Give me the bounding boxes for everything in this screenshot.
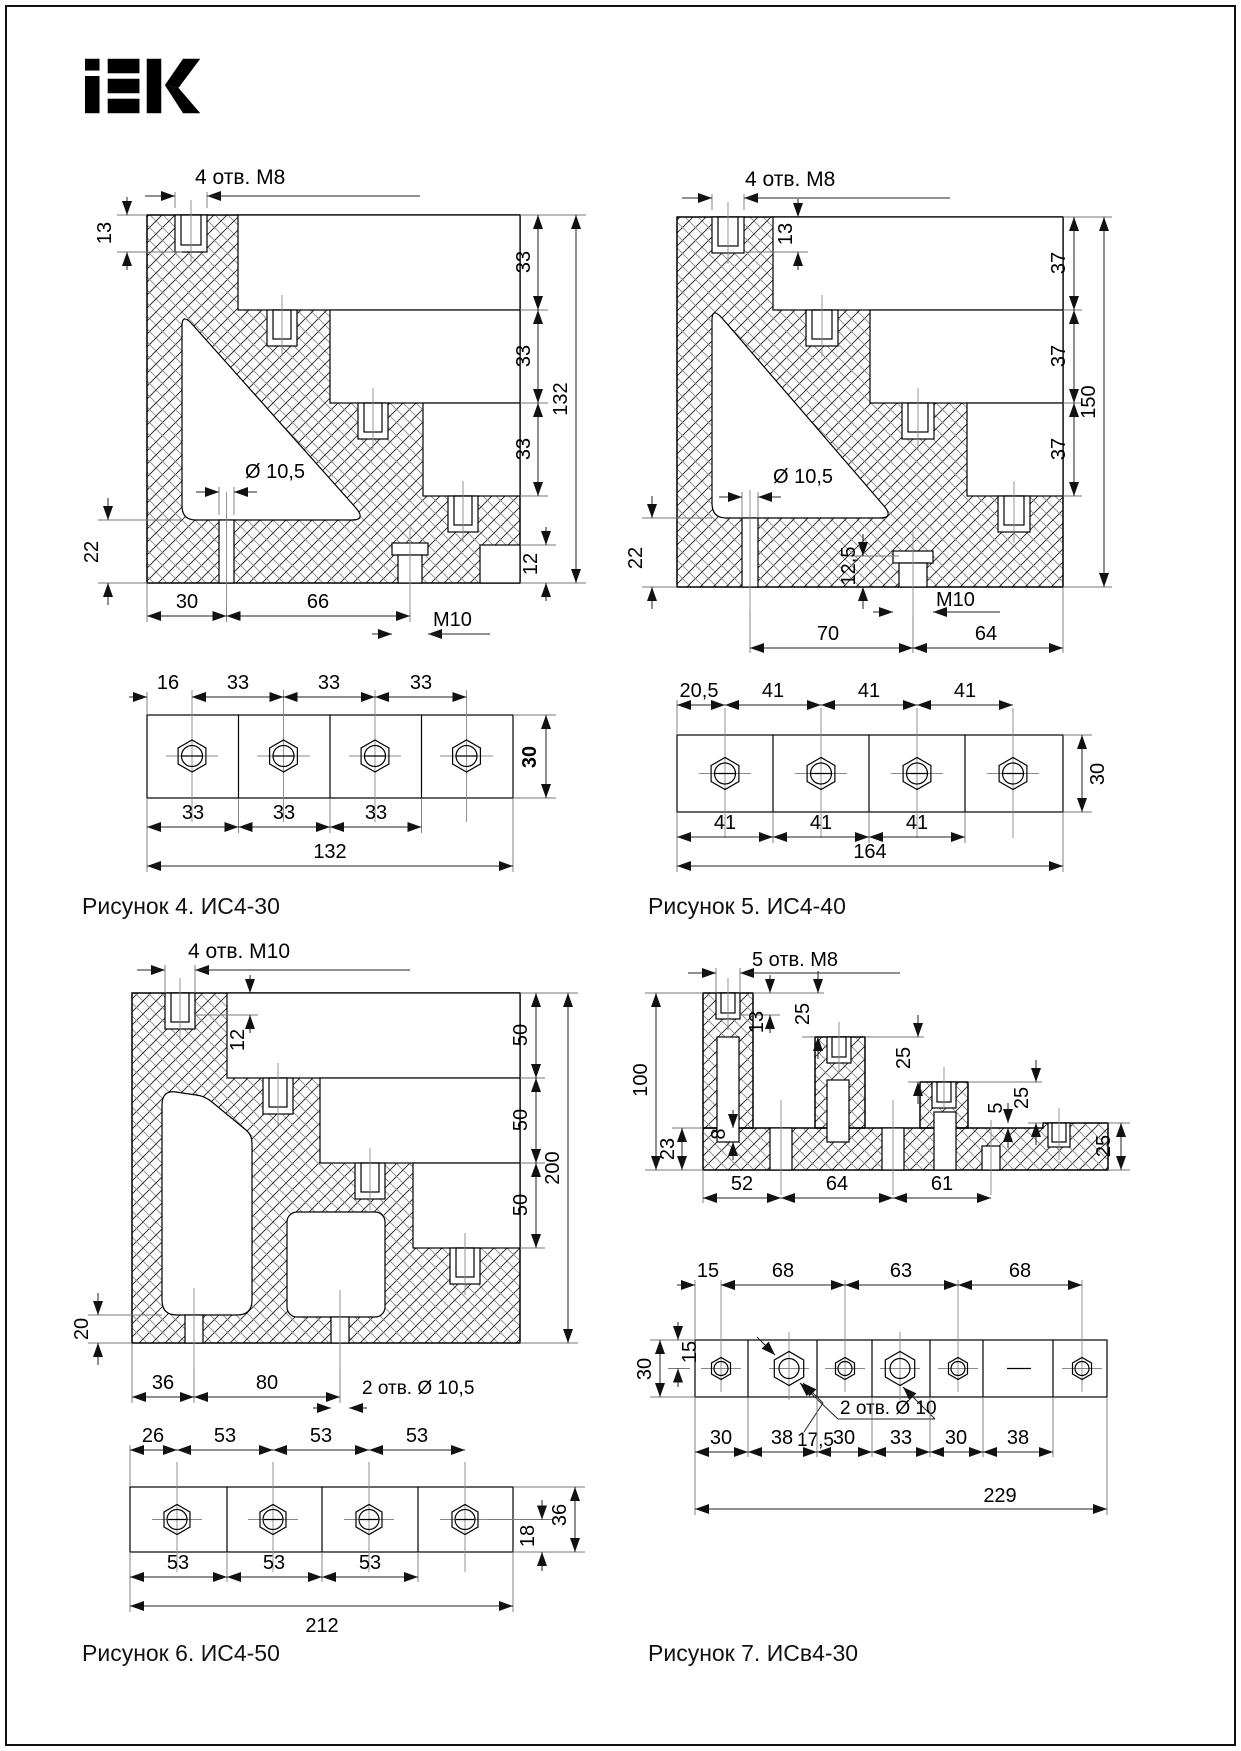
dim-label: 4 отв. М8 [195, 166, 286, 189]
step-face [413, 1163, 520, 1248]
dim-label: 33 [513, 250, 535, 274]
dim-label: 53 [358, 1552, 382, 1574]
fig6-side-view [71, 940, 578, 1408]
dim-label: 52 [730, 1173, 754, 1195]
dim-label: 61 [930, 1173, 954, 1195]
dim-label: 33 [181, 802, 205, 824]
dim-label: 33 [226, 672, 250, 694]
fig4-side-view [81, 166, 586, 634]
dim-label: 13 [746, 1010, 768, 1034]
dim-label: 33 [513, 437, 535, 461]
dim-label: 15 [679, 1340, 701, 1364]
dim-label: M10 [433, 609, 472, 631]
dim-label: 41 [713, 812, 737, 834]
dim-label: 25 [792, 1002, 814, 1026]
dim-label: 15 [696, 1260, 720, 1282]
dim-label: 26 [141, 1425, 165, 1447]
figure5-caption: Рисунок 5. ИС4-40 [648, 893, 846, 919]
step-face [480, 545, 520, 583]
figure4-drawing [60, 150, 600, 890]
logo-e-mid [108, 79, 140, 94]
dim-label: 50 [510, 1023, 532, 1047]
dim-label: 12 [520, 552, 542, 576]
hatched-base [703, 1123, 1108, 1170]
fig7-side-view [630, 949, 1130, 1203]
dim-label: 33 [889, 1427, 913, 1449]
tower-slot [717, 1037, 739, 1142]
dim-label: 18 [517, 1524, 539, 1548]
dim-label: 68 [1008, 1260, 1032, 1282]
dim-label: 25 [893, 1046, 915, 1070]
dim-label: 36 [151, 1372, 175, 1394]
figure6-caption: Рисунок 6. ИС4-50 [82, 1640, 280, 1666]
dim-label: 33 [513, 344, 535, 368]
step-face [870, 310, 1063, 403]
dim-label: 30 [634, 1357, 656, 1381]
dim-label: 212 [305, 1615, 339, 1637]
dim-label: 37 [1048, 437, 1070, 461]
figure6-drawing [60, 940, 620, 1640]
dim-label: 22 [81, 540, 103, 564]
logo-k-lower-arm [165, 85, 200, 113]
dim-label: 41 [857, 680, 881, 702]
step-face [773, 217, 1063, 310]
dim-label: 150 [1078, 385, 1100, 419]
dim-label: 200 [542, 1151, 564, 1185]
dim-label: 41 [809, 812, 833, 834]
dim-label: 70 [816, 623, 840, 645]
step-face [330, 310, 520, 403]
dim-label: 64 [825, 1173, 849, 1195]
dim-label: 53 [309, 1425, 333, 1447]
dim-label: 66 [306, 591, 330, 613]
dim-label: 132 [313, 841, 347, 863]
dim-label: 30 [709, 1427, 733, 1449]
logo-i-bar [85, 76, 100, 113]
dim-label: 8 [708, 1128, 730, 1140]
fig6-plan-view [130, 1425, 585, 1637]
dim-label: 30 [944, 1427, 968, 1449]
dim-label: 63 [889, 1260, 913, 1282]
dim-label: Ø 10,5 [773, 466, 834, 488]
dim-label: 20,5 [679, 680, 719, 702]
logo-k-upper-arm [165, 59, 200, 88]
dim-label: 20 [71, 1317, 93, 1341]
dim-label: 229 [983, 1485, 1017, 1507]
tower-slot [827, 1080, 849, 1142]
cavity [162, 1092, 252, 1315]
dim-label: M10 [936, 589, 975, 611]
dim-label: 100 [630, 1063, 652, 1097]
dim-label: 13 [94, 221, 116, 245]
tower-slot [934, 1112, 956, 1170]
dim-label: 12,5 [838, 546, 860, 586]
dim-label: 37 [1048, 344, 1070, 368]
dim-label: 41 [905, 812, 929, 834]
dim-label: 37 [1048, 251, 1070, 275]
dim-label: 50 [510, 1193, 532, 1217]
dim-label: 17,5 [797, 1430, 834, 1451]
dim-label: 4 отв. М10 [188, 940, 291, 963]
dim-label: 30 [832, 1427, 856, 1449]
dim-label: 53 [405, 1425, 429, 1447]
dim-label: 33 [364, 802, 388, 824]
dim-label: 2 отв. Ø 10 [840, 1398, 937, 1419]
step-face [238, 215, 520, 310]
dim-label: Ø 10,5 [245, 461, 306, 483]
step-face [423, 403, 520, 496]
dim-label: 25 [1093, 1134, 1115, 1158]
cavity [287, 1212, 385, 1317]
figure5-drawing [600, 150, 1210, 890]
dim-label: 38 [770, 1427, 794, 1449]
dim-label: 33 [317, 672, 341, 694]
dim-label: 13 [775, 222, 797, 246]
dim-label: 53 [262, 1552, 286, 1574]
dim-label: 16 [156, 672, 180, 694]
fig7-plan-view [634, 1260, 1107, 1515]
fig5-side-view [625, 168, 1112, 653]
dim-label: 68 [771, 1260, 795, 1282]
figure4-caption: Рисунок 4. ИС4-30 [82, 893, 280, 919]
dim-label: 5 [985, 1102, 1007, 1114]
step-face [320, 1078, 520, 1163]
dim-label: 30 [519, 745, 541, 769]
dim-label: 33 [272, 802, 296, 824]
logo-e-top [108, 59, 140, 74]
dim-label: 4 отв. М8 [745, 168, 836, 191]
dim-label: 30 [1087, 762, 1109, 786]
figure7-caption: Рисунок 7. ИСв4-30 [648, 1640, 859, 1666]
dim-label: 80 [255, 1372, 279, 1394]
logo-i-dot [85, 59, 100, 71]
dim-label: 22 [625, 546, 647, 570]
logo-e-bottom [108, 99, 140, 114]
dim-label: 12 [227, 1028, 249, 1052]
dim-label: 33 [409, 672, 433, 694]
dim-label: 53 [213, 1425, 237, 1447]
fig5-plan-view [677, 680, 1109, 872]
dim-label: 41 [761, 680, 785, 702]
dim-label: 36 [549, 1503, 571, 1527]
dim-label: 164 [853, 841, 887, 863]
dim-label: 25 [1011, 1086, 1033, 1110]
dim-label: 2 отв. Ø 10,5 [362, 1378, 475, 1399]
dim-label: 23 [657, 1137, 679, 1161]
iek-logo [85, 56, 203, 116]
dim-label: 5 отв. М8 [752, 949, 839, 971]
dim-label: 41 [953, 680, 977, 702]
figure7-drawing [615, 940, 1215, 1640]
dim-label: 132 [550, 382, 572, 416]
dim-label: 64 [974, 623, 998, 645]
dim-label: 38 [1006, 1427, 1030, 1449]
dim-label: 53 [166, 1552, 190, 1574]
logo-k-bar [147, 59, 162, 113]
fig4-plan-view [129, 672, 556, 872]
step-face [227, 993, 520, 1078]
dim-label: 30 [175, 591, 199, 613]
dim-label: 50 [510, 1108, 532, 1132]
